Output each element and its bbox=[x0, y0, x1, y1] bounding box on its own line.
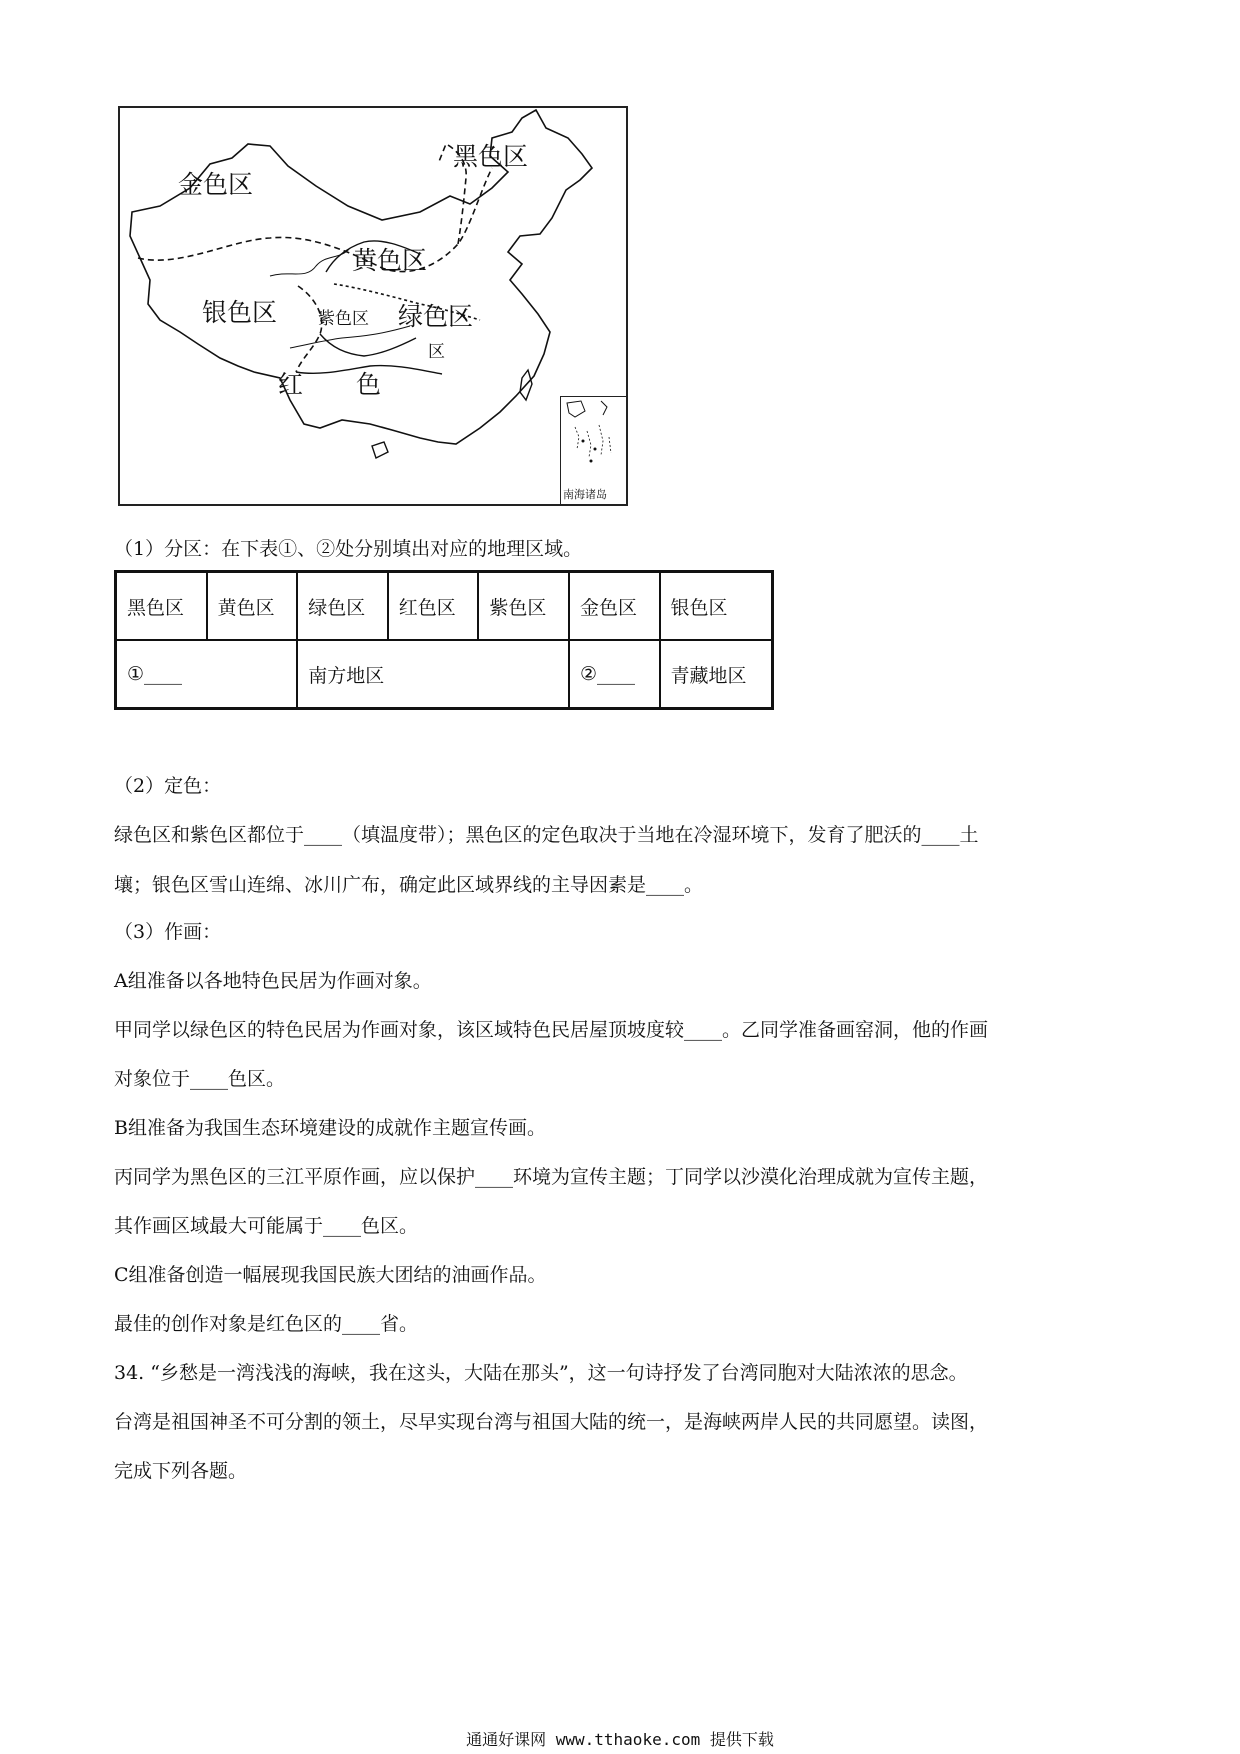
q3-a-line-2: 对象位于____色区。 bbox=[114, 1068, 286, 1090]
page-footer: 通通好课网 www.tthaoke.com 提供下载 bbox=[466, 1730, 774, 1749]
table-row bbox=[116, 572, 773, 641]
china-zone-map bbox=[118, 106, 628, 506]
inset-label: 南海诸岛 bbox=[563, 488, 607, 501]
inset-map-svg bbox=[561, 397, 625, 481]
q2-line-2: 壤；银色区雪山连绵、冰川广布，确定此区域界线的主导因素是____。 bbox=[114, 874, 704, 896]
boundary-tibet bbox=[296, 286, 322, 372]
label-silver-zone: 银色区 bbox=[202, 298, 278, 327]
tibet-region-cell: 青藏地区 bbox=[660, 640, 773, 709]
label-purple-zone: 紫色区 bbox=[318, 309, 369, 329]
q3-b-line-2: 其作画区域最大可能属于____色区。 bbox=[114, 1215, 419, 1237]
yangtze-river bbox=[290, 326, 410, 348]
label-gold-zone: 金色区 bbox=[178, 170, 254, 199]
table-header-cell: 金色区 bbox=[569, 572, 660, 641]
q3-heading: （3）作画： bbox=[114, 921, 222, 943]
q34-line-2: 台湾是祖国神圣不可分割的领土，尽早实现台湾与祖国大陆的统一，是海峡两岸人民的共同愿望。读图， bbox=[114, 1411, 989, 1433]
q3-group-a: A组准备以各地特色民居为作画对象。 bbox=[114, 970, 432, 992]
label-green-zone: 绿色区 bbox=[398, 302, 474, 331]
q2-line-1: 绿色区和紫色区都位于____（填温度带）；黑色区的定色取决于当地在冷湿环境下，发育了肥沃的____土 bbox=[114, 824, 979, 846]
label-red-zone-1: 红 bbox=[278, 370, 304, 399]
blank-cell-1: ①____ bbox=[116, 640, 298, 709]
q2-heading: （2）定色： bbox=[114, 775, 222, 797]
table-header-cell: 黑色区 bbox=[116, 572, 207, 641]
q3-b-line-1: 丙同学为黑色区的三江平原作画，应以保护____环境为宣传主题；丁同学以沙漠化治理成就为宣传主题， bbox=[114, 1166, 989, 1188]
zone-table bbox=[114, 570, 774, 710]
q3-group-b: B组准备为我国生态环境建设的成就作主题宣传画。 bbox=[114, 1117, 546, 1139]
boundary-purple bbox=[320, 334, 416, 356]
label-red-zone-2: 色 bbox=[356, 370, 382, 399]
hainan-island bbox=[372, 442, 388, 458]
q3-a-line-1: 甲同学以绿色区的特色民居为作画对象，该区域特色民居屋顶坡度较____。乙同学准备画窑洞，他的作画 bbox=[114, 1019, 989, 1041]
q3-c-line-1: 最佳的创作对象是红色区的____省。 bbox=[114, 1313, 419, 1335]
table-header-cell: 红色区 bbox=[388, 572, 479, 641]
q1-prompt: （1）分区：在下表①、②处分别填出对应的地理区域。 bbox=[114, 538, 583, 560]
table-row bbox=[116, 640, 773, 709]
yellow-river bbox=[270, 248, 350, 276]
south-china-sea-inset bbox=[560, 396, 626, 504]
q34-line-1: 34. “乡愁是一湾浅浅的海峡，我在这头，大陆在那头”，这一句诗抒发了台湾同胞对大陆浓浓的思念。 bbox=[114, 1362, 968, 1384]
table-header-cell: 黄色区 bbox=[207, 572, 298, 641]
china-outline-svg bbox=[120, 108, 626, 504]
table-header-cell: 绿色区 bbox=[297, 572, 388, 641]
blank-cell-2: ②____ bbox=[569, 640, 660, 709]
table-header-cell: 紫色区 bbox=[478, 572, 569, 641]
south-region-cell: 南方地区 bbox=[297, 640, 569, 709]
q34-line-3: 完成下列各题。 bbox=[114, 1460, 248, 1482]
q3-group-c: C组准备创造一幅展现我国民族大团结的油画作品。 bbox=[114, 1264, 547, 1286]
table-header-cell: 银色区 bbox=[660, 572, 773, 641]
label-black-zone: 黑色区 bbox=[453, 142, 529, 171]
label-yellow-zone: 黄色区 bbox=[352, 246, 428, 275]
label-green-zone-suffix: 区 bbox=[428, 342, 445, 362]
